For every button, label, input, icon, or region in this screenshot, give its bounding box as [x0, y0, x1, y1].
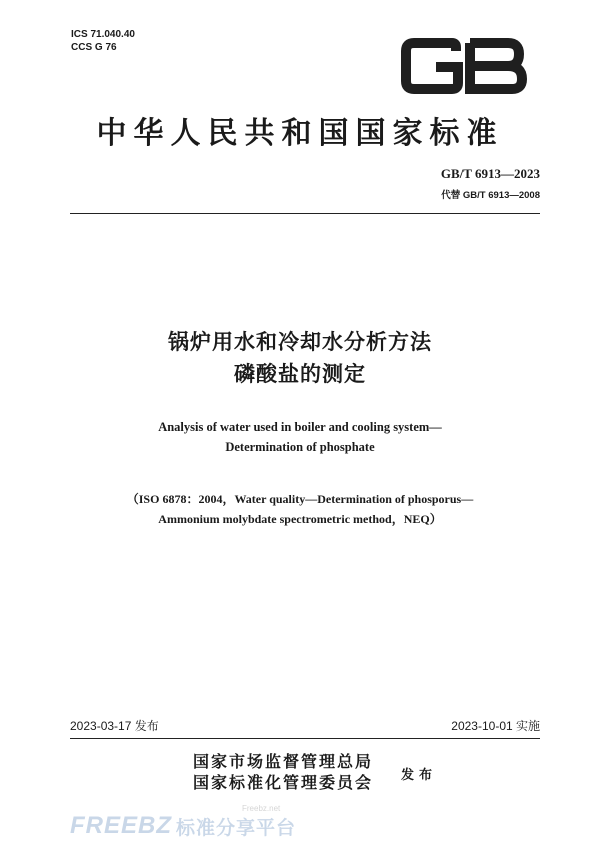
iso-reference-line2: Ammonium molybdate spectrometric method，NEQ） [158, 512, 442, 526]
watermark-site: Freebz.net [242, 804, 281, 813]
standard-number: GB/T 6913—2023 [440, 166, 540, 181]
english-title-line1: Analysis of water used in boiler and cooling system— [158, 420, 442, 434]
chinese-title [60, 326, 540, 390]
implementation-date: 2023-10-01 实施 [451, 719, 540, 733]
replaces-standard: 代替 GB/T 6913—2008 [441, 190, 540, 201]
bottom-divider [70, 738, 540, 739]
issuing-authorities [193, 751, 373, 793]
iso-reference [60, 489, 540, 529]
ccs-code: CCS G 76 [71, 42, 117, 53]
english-title-line2: Determination of phosphate [225, 440, 375, 454]
classification-codes [71, 28, 135, 54]
watermark-logo: FREEBZ [70, 812, 172, 839]
issue-date: 2023-03-17 发布 [70, 719, 159, 733]
chinese-title-line1: 锅炉用水和冷却水分析方法 [168, 330, 432, 354]
chinese-title-line2: 磷酸盐的测定 [234, 362, 366, 386]
watermark-text: 标准分享平台 [176, 817, 297, 839]
ics-code: ICS 71.040.40 [71, 29, 135, 40]
iso-reference-line1: （ISO 6878：2004，Water quality—Determination of phosporus— [126, 492, 474, 506]
top-divider [70, 213, 540, 214]
publish-label: 发布 [401, 768, 438, 783]
gb-logo [400, 37, 528, 95]
country-standard-title: 中华人民共和国国家标准 [96, 116, 504, 151]
english-title [60, 417, 540, 457]
issuer-samr: 国家市场监督管理总局 [193, 752, 374, 771]
issuer-sac: 国家标准化管理委员会 [193, 773, 374, 792]
